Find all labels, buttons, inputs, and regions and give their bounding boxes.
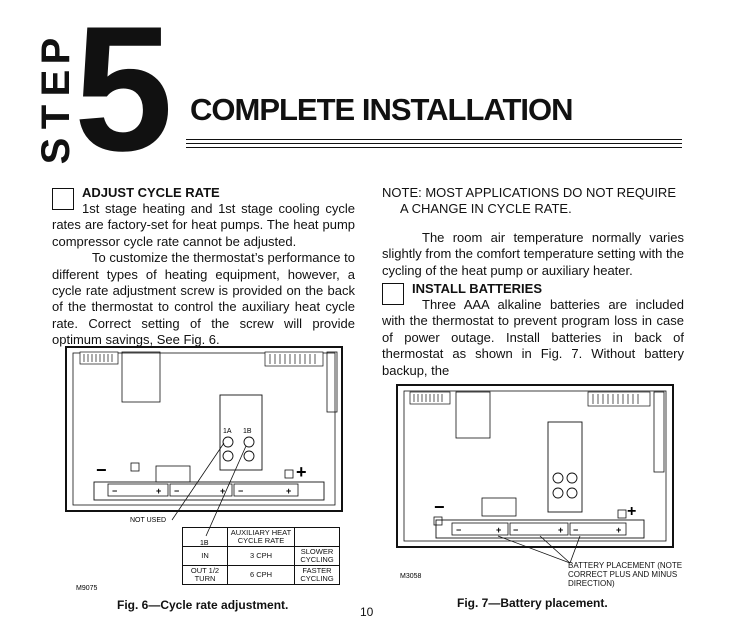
svg-text:+: + (156, 486, 162, 496)
fig7-adjust-block (548, 422, 582, 512)
fig7-screw-3 (553, 488, 563, 498)
table-header-cell: AUXILIARY HEAT CYCLE RATE (228, 528, 295, 547)
svg-text:−: − (573, 525, 579, 535)
title-rule-2 (186, 143, 682, 144)
table-cell: 3 CPH (228, 547, 295, 566)
step-word (36, 34, 76, 168)
fig7-pointer-2 (540, 536, 570, 563)
step-letter-p: P (34, 37, 78, 65)
fig6-screw-lower-right (244, 451, 254, 461)
svg-text:−: − (238, 486, 244, 496)
svg-text:+: + (286, 486, 292, 496)
fig7-screw-2 (567, 473, 577, 483)
svg-text:−: − (174, 486, 180, 496)
title-rule-1 (186, 139, 682, 140)
svg-text:+: + (220, 486, 226, 496)
fig6-side-rail (327, 352, 337, 412)
svg-text:+: + (496, 525, 502, 535)
step-number: 5 (74, 0, 167, 188)
table-cell: IN (183, 547, 228, 566)
fig6-1b-callout: 1B (200, 540, 209, 547)
fig6-cycle-rate-table (182, 527, 340, 585)
svg-text:−: − (112, 486, 118, 496)
right-paragraph-2-text: Three AAA alkaline batteries are included with the thermostat to prevent program loss in case of power outage. Install batteries in back of thermostat as shown in Fig. 7. Without battery backup, the (382, 297, 684, 378)
left-text-block (52, 201, 355, 349)
fig6-label-1a: 1A (223, 428, 232, 435)
fig7-plus-symbol: + (627, 503, 637, 520)
fig7-caption: Fig. 7—Battery placement. (457, 596, 608, 610)
fig6-caption: Fig. 6—Cycle rate adjustment. (117, 598, 289, 612)
fig6-screw-1a (223, 437, 233, 447)
right-paragraph-1: The room air temperature normally varies slightly from the comfort temperature setting with the cycling of the heat pump or auxiliary heater. (382, 229, 685, 278)
fig6-batteries (108, 484, 298, 496)
fig6-screw-1b (244, 437, 254, 447)
fig6-left-block (122, 352, 160, 402)
fig6-center-tab (156, 466, 190, 482)
right-text-block (382, 185, 684, 279)
fig7-side-rail (654, 392, 664, 472)
table-cell: SLOWER CYCLING (295, 547, 340, 566)
svg-text:+: + (616, 525, 622, 535)
page-title: COMPLETE INSTALLATION (190, 92, 573, 127)
fig7-pointer-1 (498, 536, 570, 563)
fig6-not-used-pointer (172, 443, 224, 520)
cycle-rate-note: NOTE: MOST APPLICATIONS DO NOT REQUIRE A CHANGE IN CYCLE RATE. (382, 185, 676, 217)
fig7-screw-4 (567, 488, 577, 498)
fig6-plus-symbol: + (296, 462, 307, 482)
title-rule-3 (186, 147, 682, 148)
table-row (183, 528, 340, 547)
fig6-vent-left (80, 352, 118, 364)
fig6-label-1b: 1B (243, 428, 252, 435)
table-cell: OUT 1/2 TURN (183, 566, 228, 585)
left-paragraph-2: To customize the thermostat’s performance to different types of heating equipment, however, a cycle rate adjustment screw is provided on the back of the thermostat to control the auxiliary heat cycle rate. Correct setting of the screw will provide optimum savings, See Fig. 6. (52, 250, 355, 348)
install-batteries-heading: INSTALL BATTERIES (412, 281, 542, 296)
fig6-vent-right (265, 352, 323, 366)
right-paragraph-2 (382, 297, 684, 379)
fig7-left-block (456, 392, 490, 438)
step-letter-s: S (34, 137, 78, 165)
fig7-code: M3058 (400, 573, 422, 580)
svg-text:−: − (513, 525, 519, 535)
fig6-screw-lower-left (223, 451, 233, 461)
fig7-minus-symbol: − (434, 497, 445, 517)
table-row (183, 566, 340, 585)
fig7-battery-placement-label: BATTERY PLACEMENT (NOTE CORRECT PLUS AND MINUS DIRECTION) (568, 561, 683, 588)
left-paragraph-1: 1st stage heating and 1st stage cooling cycle rates are factory-set for heat pumps. The heat pump compressor cycle rate cannot be adjusted. (52, 201, 355, 249)
fig7-batteries (452, 523, 626, 535)
fig7-small-square-left (434, 517, 442, 525)
fig7-pointer-3 (570, 536, 580, 563)
svg-text:−: − (456, 525, 462, 535)
fig6-code: M9075 (76, 585, 98, 592)
adjust-cycle-rate-heading: ADJUST CYCLE RATE (82, 185, 220, 200)
fig6-minus-symbol: − (96, 460, 107, 480)
svg-text:+: + (558, 525, 564, 535)
fig6-small-square-right (285, 470, 293, 478)
fig7-vent-left (410, 392, 450, 404)
fig7-diagram (390, 380, 690, 590)
fig6-not-used-label: NOT USED (130, 517, 167, 524)
fig7-vent-right (588, 392, 650, 406)
step-letter-t: T (34, 104, 78, 130)
fig7-small-square-right (618, 510, 626, 518)
fig7-center-tab (482, 498, 516, 516)
fig6-small-square-left (131, 463, 139, 471)
step-letter-e: E (34, 69, 78, 97)
table-cell: 6 CPH (228, 566, 295, 585)
table-cell: FASTER CYCLING (295, 566, 340, 585)
page-number: 10 (360, 605, 374, 619)
table-row (183, 547, 340, 566)
fig7-screw-1 (553, 473, 563, 483)
